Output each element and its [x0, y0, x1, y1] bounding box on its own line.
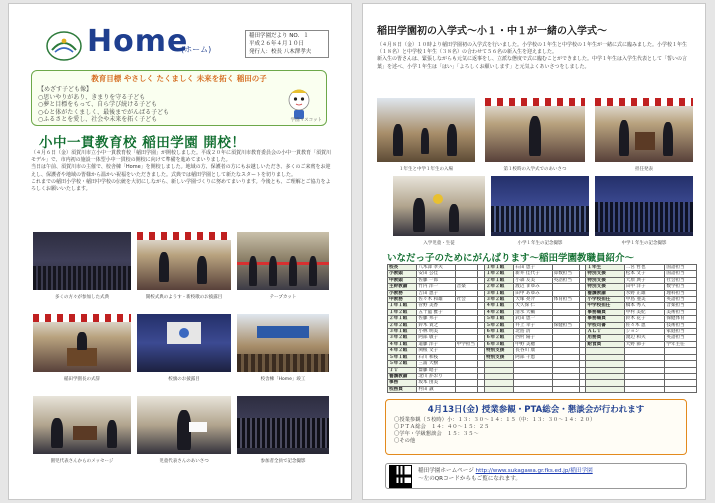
photo-caption: 参加者全員で記念撮影 — [260, 459, 306, 464]
photo-grade1-elementary — [491, 176, 589, 236]
staff-table-cell: 技術担当 — [665, 322, 697, 328]
staff-table-cell: 中野 美穂 — [514, 341, 552, 347]
staff-table-cell: 大原 典子 — [624, 277, 665, 283]
goal-item: ○思いやりがあり、きまりを守る子ども — [38, 93, 146, 101]
right-page — [362, 3, 706, 500]
staff-table-cell: 保健体育 — [665, 316, 697, 322]
staff-table-cell: １年１組 — [388, 303, 417, 309]
goal-item: ○夢と目標をもって、自ら学び続ける子ども — [38, 101, 158, 108]
staff-table-cell: 阿部 千恵 — [514, 354, 552, 360]
staff-table-cell: 佐々木 和雄 — [417, 297, 455, 303]
photo-principal-speech — [33, 314, 131, 372]
photo-caption: 入学児童・生徒 — [423, 241, 455, 246]
staff-table-cell: 事務 — [388, 380, 417, 386]
staff-table-cell: 小学校担任 — [586, 297, 624, 303]
photo-caption: 校舎棟「Home」竣工 — [260, 377, 306, 382]
staff-table-cell — [484, 386, 513, 392]
newsletter-title-kana: (ホーム) — [181, 45, 212, 54]
staff-table-cell: 齋藤 昭子 — [417, 367, 455, 373]
photo-caption: 多くの方々が参加した式典 — [55, 295, 109, 300]
staff-table-cell: 事務職員 — [586, 316, 624, 322]
staff-table-cell — [586, 386, 624, 392]
staff-table-cell: ４年２組 — [484, 309, 513, 315]
staff-table-cell: 吉田 恵子 — [417, 290, 455, 296]
homepage-note: ～左のQRコードからもご覧になれます。 — [418, 476, 521, 482]
staff-table-cell: 用務員 — [586, 335, 624, 341]
staff-table-cell: ジョン — [624, 329, 665, 335]
article-paragraph: （４月６日（金）須賀川市立小中一貫教育校「稲田学園」が開校しました。平成２０年に須賀川市教育委員会の小中一貫教育「須賀川モデル」で、市内初の施設一体型小中一貫校の開校に向けて準備を進めてまいりました。 — [31, 150, 332, 164]
staff-table-cell: 養護教諭 — [586, 290, 624, 296]
staff-table-cell — [552, 386, 579, 392]
staff-table-cell: 特別支援 — [484, 348, 513, 354]
staff-table-cell: ３年１組 — [388, 329, 417, 335]
staff-table-cell: 竹内 洋一 — [417, 284, 455, 290]
staff-table-cell: 理科担当 — [665, 290, 697, 296]
staff-table-cell: 佐々木 恵 — [624, 322, 665, 328]
photo-kindergarten-message — [33, 396, 131, 454]
staff-table-cell: ６年１組 — [484, 329, 513, 335]
qr-code-icon — [390, 466, 411, 487]
staff-table-cell: 校長 — [388, 265, 417, 271]
staff-table-cell: ６年３組 — [484, 341, 513, 347]
opening-headline: 小中一貫教育校 稲田学園 開校！ — [39, 135, 246, 151]
photo-caption: 中学１年生の記念撮影 — [621, 241, 667, 246]
education-goal-heading: 教育目標 やさしく たくましく 未来を拓く 稲田の子 — [91, 74, 267, 83]
mascot-caption: 学園マスコット — [290, 118, 322, 123]
goal-item: ○心と体がたくましく、最後までがんばる子ども — [38, 108, 170, 116]
staff-table-cell: 大野 節子 — [624, 341, 665, 347]
staff-table-cell: 石川 和枝 — [417, 354, 455, 360]
staff-table-cell: ２年１組 — [388, 316, 417, 322]
staff-table-cell: 事務職員 — [586, 309, 624, 315]
school-logo-icon — [45, 30, 83, 62]
staff-table-cell: 遠藤 洋子 — [417, 341, 455, 347]
photo-tape-cut — [237, 232, 329, 290]
staff-table-cell: 社会担当 — [665, 277, 697, 283]
staff-table-cell: 西村 陽子 — [514, 335, 552, 341]
staff-table-cell — [455, 386, 478, 392]
staff-table — [387, 264, 697, 393]
staff-table-cell: ２年１組 — [484, 277, 513, 283]
staff-table-cell: 大久保 仁 — [514, 303, 552, 309]
staff-table-cell: 田中 あゆみ — [514, 290, 552, 296]
staff-table-cell: 美術担当 — [665, 309, 697, 315]
staff-table-cell: １年２組 — [484, 271, 513, 277]
staff-table-cell: 田中 洋子 — [624, 284, 665, 290]
staff-table-cell: １年生 — [586, 265, 624, 271]
staff-table-cell: ２年２組 — [484, 284, 513, 290]
staff-table-cell: 中村 美紀 — [624, 309, 665, 315]
staff-table-cell — [624, 386, 665, 392]
photo-new-students-enter — [377, 98, 475, 162]
staff-table-cell: 中島 亜美 — [624, 297, 665, 303]
photo-group-commemoration — [237, 396, 329, 454]
staff-table-cell — [514, 386, 552, 392]
photo-caption: １年生と中学１年生の入場 — [399, 167, 453, 172]
photo-student-greeting — [137, 396, 231, 454]
staff-table-cell: 橋本 秀人 — [624, 303, 665, 309]
article-paragraph: 新入生の皆さんは、緊張しながらも元気に返事をし、立派な態度で式に臨むことができました。中学１年生は入学生代表として「誓いの言葉」を述べ、小学１年生は「はい」「よろしくお願いします」と元気よくあいさつをしました。 — [377, 56, 688, 70]
photo-caption: 児童代表さんのあいさつ — [159, 459, 209, 464]
staff-table-cell: ４年１組 — [388, 341, 417, 347]
staff-table-cell: 石田 恵子 — [514, 265, 552, 271]
staff-table-cell: 給食員 — [586, 341, 624, 347]
staff-table-cell: 鈴木 花子 — [624, 316, 665, 322]
homepage-label: 稲田学園ホームページ — [418, 468, 474, 474]
staff-table-cell: ＡＬＴ — [586, 329, 624, 335]
staff-table-cell: 保健担当 — [552, 322, 579, 328]
staff-table-cell: 佐藤 一郎 — [417, 277, 455, 283]
staff-table-cell: 清水 大輔 — [514, 309, 552, 315]
staff-table-cell: 家庭担当 — [665, 329, 697, 335]
staff-table-cell: 特別支援 — [586, 277, 624, 283]
staff-table-cell: 中学校担任 — [586, 303, 624, 309]
staff-table-cell: 村田 誠 — [417, 386, 455, 392]
photo-caption: 校旗のお披露目 — [168, 377, 200, 382]
opening-article — [31, 150, 331, 193]
issue-info — [245, 30, 329, 58]
staff-table-cell: 養護教諭 — [388, 373, 417, 379]
staff-table-cell: 五十嵐 雅子 — [417, 309, 455, 315]
staff-table-cell: ５年２組 — [388, 361, 417, 367]
staff-table-cell: ６年２組 — [484, 335, 513, 341]
photo-home-building — [237, 314, 329, 372]
staff-table-cell: 小教頭 — [388, 271, 417, 277]
left-page — [8, 3, 352, 500]
staff-table-cell: 北島 清 — [514, 329, 552, 335]
staff-table-row — [388, 386, 697, 392]
staff-introduction-heading: いなだっ子のためにがんばります～稲田学園教職員紹介～ — [387, 253, 635, 264]
photo-caption: 第１校時の入学式でのあいさつ — [503, 167, 567, 172]
goal-subtitle: 【めざす子ども像】 — [38, 86, 93, 93]
staff-table-cell: 佐藤 邦子 — [417, 316, 455, 322]
staff-table-cell: 中教頭 — [388, 277, 417, 283]
staff-table-cell: 坂本 由美 — [417, 380, 455, 386]
staff-table-cell: 音楽 — [455, 284, 478, 290]
staff-table-cell — [579, 386, 586, 392]
staff-table-cell: 音楽担当 — [665, 303, 697, 309]
photo-caption: 園児代表さんからのメッセージ — [50, 459, 114, 464]
staff-table-cell: 大塚 亮介 — [514, 297, 552, 303]
staff-table-cell: ２年２組 — [388, 322, 417, 328]
school-mascot-icon — [282, 85, 316, 121]
staff-table-cell: 阿部 敏子 — [417, 335, 455, 341]
pta-notice-line: 〇授業参観（５校時）小：１３：３０～１４：１５（中：１３：３０～１４：２０） — [394, 417, 596, 423]
staff-table-cell: 学年主任 — [665, 341, 697, 347]
issue-date: 平成２６年４月１０日 — [249, 41, 305, 47]
staff-table-cell: 渡辺 まゆみ — [514, 284, 552, 290]
staff-table-cell: １年１組 — [484, 265, 513, 271]
photo-grade1-junior-high — [595, 176, 693, 236]
staff-table-cell: ５年２組 — [484, 322, 513, 328]
staff-table-cell: １年２組 — [388, 309, 417, 315]
staff-table-cell: 菅野 美香 — [417, 303, 455, 309]
issue-publisher: 発行人：校長 八木澤孝夫 — [249, 49, 312, 55]
staff-table-cell: 社会 — [455, 297, 478, 303]
pta-notice-title: 4月13日(金) 授業参観・PTA総会・懇談会が行われます — [427, 405, 645, 415]
newsletter-title: Home — [87, 24, 189, 59]
staff-table-cell: 英語担当 — [665, 297, 697, 303]
staff-table-cell — [665, 386, 697, 392]
staff-table-cell: ４年２組 — [388, 348, 417, 354]
photo-school-song — [137, 232, 231, 290]
photo-entering-students — [393, 176, 485, 236]
article-paragraph: 当日は午前、須賀川市の主催で、校舎棟「Home」を開校しました。地域の方、保護者の方にもお越しいただき、多くのご来賓をお迎えし、保護者や地域の皆様から温かい祝福をいただきました。式典では稲田学園として新たなスタートを切りました。 — [31, 164, 331, 178]
staff-table-cell: ４年１組 — [484, 303, 513, 309]
staff-table-cell: 体育担当 — [552, 297, 579, 303]
staff-table-cell: 主幹教諭 — [388, 284, 417, 290]
staff-table-cell: 算数担当 — [552, 271, 579, 277]
staff-table-cell: 武田 恵一 — [514, 316, 552, 322]
staff-table-cell: 鈴木 貴之 — [417, 322, 455, 328]
staff-table-cell — [478, 386, 485, 392]
staff-table-cell: 小森 友美 — [514, 277, 552, 283]
staff-table-cell: 特別支援 — [586, 284, 624, 290]
entrance-article — [377, 42, 693, 71]
staff-table-cell: 小林 明美 — [417, 329, 455, 335]
staff-table-cell: 水野 正雄 — [624, 290, 665, 296]
staff-table-cell: 英語担当 — [665, 335, 697, 341]
pta-notice-line: 〇ＰＴＡ総会 １４：４０～１５：２５ — [394, 424, 490, 430]
staff-table-cell: 松本 文子 — [624, 271, 665, 277]
staff-table-cell: 特別支援 — [484, 354, 513, 360]
staff-table-cell: 新井 佳代子 — [514, 271, 552, 277]
photo-ceremony-greeting — [485, 98, 585, 162]
staff-table-cell: 特別支援 — [586, 271, 624, 277]
photo-ceremony-audience — [33, 232, 131, 290]
staff-table-cell: 長谷川 康 — [514, 348, 552, 354]
entrance-ceremony-headline: 稲田学園初の入学式～小１・中１が一緒の入学式～ — [377, 26, 607, 37]
homepage-link[interactable]: http://www.sukagawa.gr.fks.ed.jp/稲田学園 — [475, 468, 593, 474]
staff-table-cell: 中学担当 — [455, 341, 478, 347]
staff-table-cell: 国語担当 — [665, 271, 697, 277]
staff-table-cell: 八木澤 孝夫 — [417, 265, 455, 271]
staff-table-cell: 中教務 — [388, 297, 417, 303]
staff-table-cell: 英語担当 — [552, 277, 579, 283]
staff-table-cell: 学校司書 — [586, 322, 624, 328]
homepage-box — [385, 463, 687, 489]
staff-table-cell: ３年２組 — [388, 335, 417, 341]
staff-table-cell: ３年１組 — [484, 290, 513, 296]
staff-table-cell: 関根 文子 — [417, 348, 455, 354]
staff-table-cell: 渡辺 和夫 — [624, 335, 665, 341]
staff-table-cell: 安田 公佳 — [417, 271, 455, 277]
article-paragraph: （４月８日（金）１０時より稲田学園初の入学式を行いました。小学校の１年生と中学校の１年生が一緒に式に臨みました。小学校１年生（１８名）と中学校１年生（３８名）の合わせて５６名の新入生を迎えました。 — [377, 42, 688, 56]
issue-number: 稲田学園だより NO．１ — [249, 33, 309, 39]
staff-table-cell: ３年２組 — [484, 297, 513, 303]
pta-notice-box — [385, 399, 687, 455]
staff-table-cell: ＴＴ — [388, 367, 417, 373]
photo-caption: テープカット — [269, 295, 297, 300]
photo-teacher-announcement — [595, 98, 693, 162]
photo-caption: 担任発表 — [635, 167, 653, 172]
photo-caption: 小学１年生の記念撮影 — [517, 241, 563, 246]
photo-caption: 稲田学園長の式辞 — [64, 377, 100, 382]
staff-table-cell: 三浦 大樹 — [417, 361, 455, 367]
staff-table-cell: 校務員 — [388, 386, 417, 392]
article-paragraph: これまでの稲田小学校・稲田中学校の伝統を大切にしながら、新しい学園づくりに努めてまいります。今後とも、ご理解とご協力をよろしくお願いいたします。 — [31, 178, 331, 193]
staff-table-cell: ５年１組 — [388, 354, 417, 360]
pta-notice-line: 〇学年・学級懇談会 １５：３５～ — [394, 431, 479, 437]
photo-school-flag — [137, 314, 231, 372]
staff-table-cell: 数学担当 — [665, 284, 697, 290]
staff-table-cell: ５年１組 — [484, 316, 513, 322]
goal-item: ○ふるさとを愛し、社会や未来を拓く子ども — [38, 116, 158, 123]
photo-caption: 開校式典のようす・新校歌のお披露目 — [145, 295, 223, 300]
staff-table-cell: 井上 幸子 — [514, 322, 552, 328]
staff-table-cell: 小教務 — [388, 290, 417, 296]
staff-table-cell: 北川 かおり — [417, 373, 455, 379]
education-goal-box — [31, 70, 327, 126]
staff-table-cell: 二宮 哲也 — [624, 265, 665, 271]
pta-notice-line: 〇その他 — [394, 438, 416, 444]
staff-table-cell: 国語担当 — [665, 265, 697, 271]
